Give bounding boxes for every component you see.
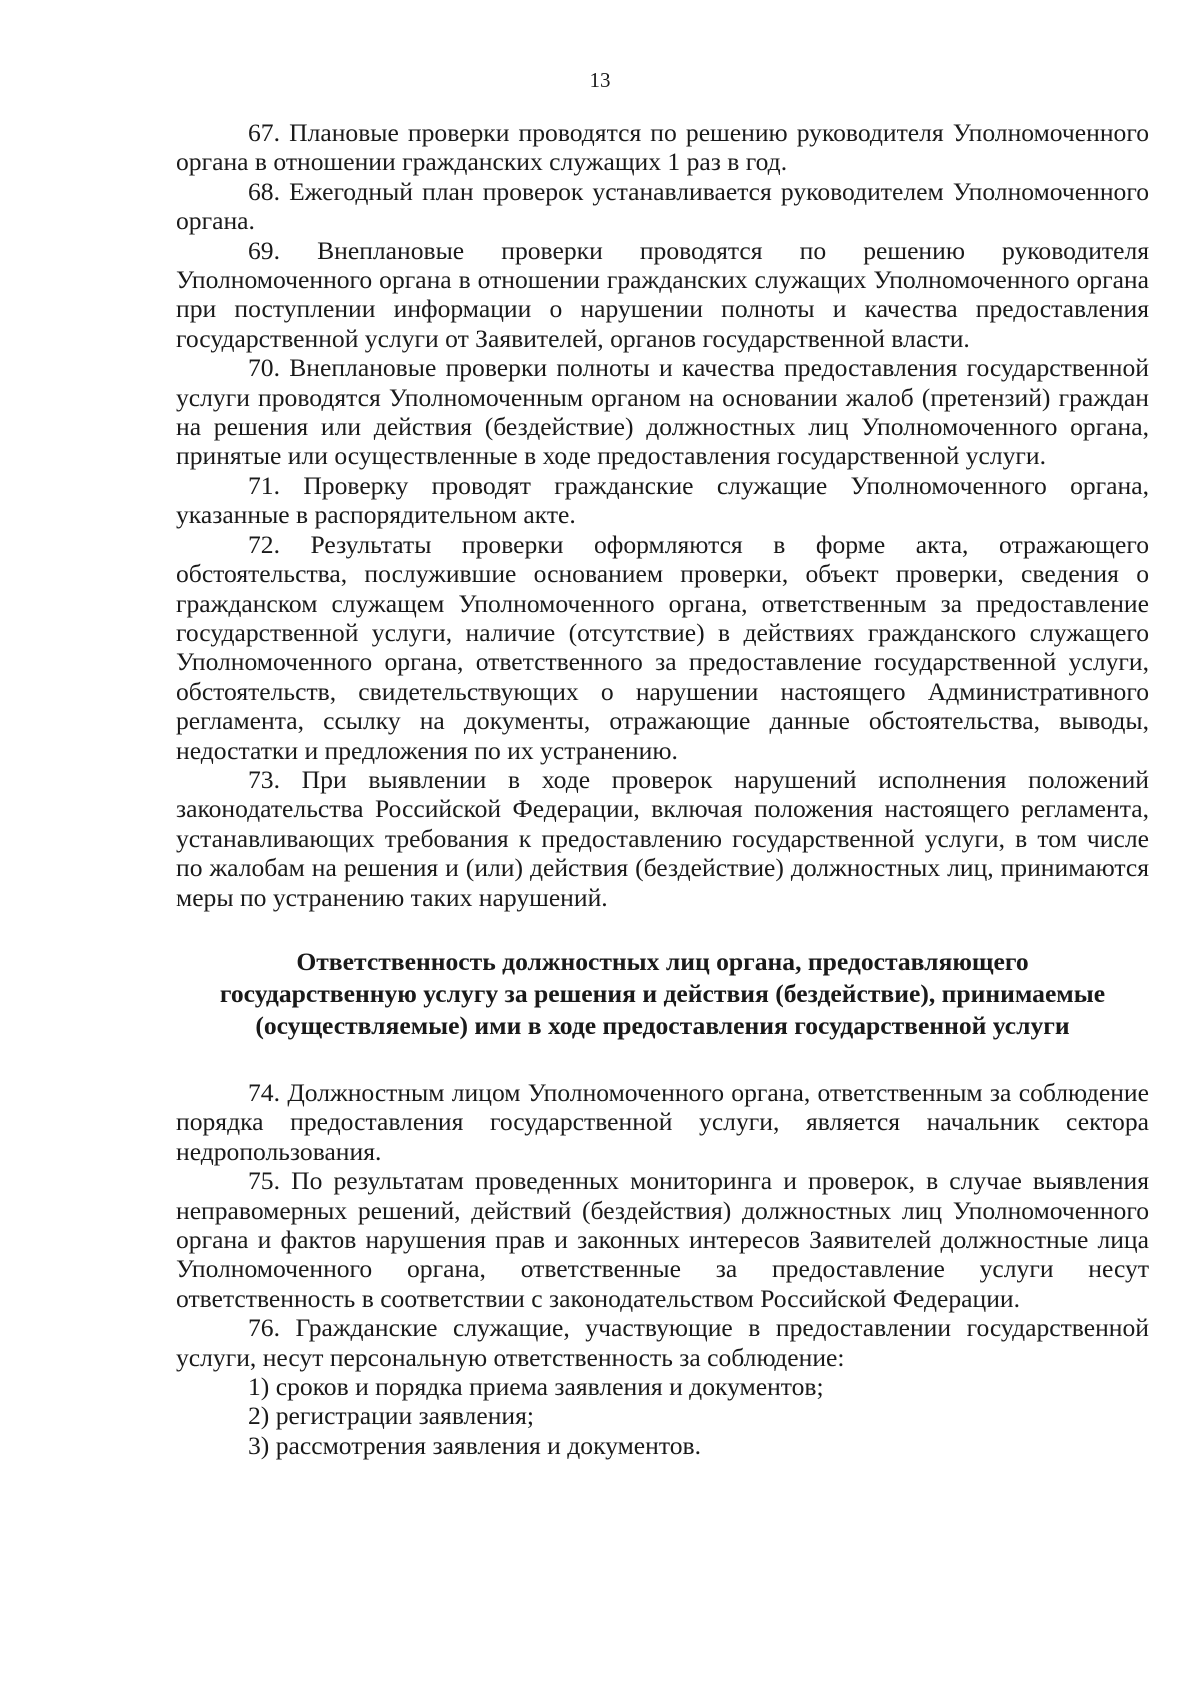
- section-heading-line-2: государственную услугу за решения и действия (бездействие), принимаемые: [219, 978, 1106, 1008]
- section-heading: [176, 946, 1149, 1042]
- list-item-1: 1) сроков и порядка приема заявления и документов;: [248, 1372, 824, 1402]
- page-number: 13: [589, 68, 611, 92]
- document-body: [176, 118, 1149, 1460]
- paragraph-76: 76. Гражданские служащие, участвующие в предоставлении государственной услуги, несут персональную ответственность за соблюдение:: [176, 1313, 1149, 1372]
- paragraph-68: 68. Ежегодный план проверок устанавливается руководителем Уполномоченного органа.: [176, 176, 1149, 236]
- paragraph-71: 71. Проверку проводят гражданские служащие Уполномоченного органа, указанные в распорядительном акте.: [176, 470, 1149, 530]
- section-heading-line-3: (осуществляемые) ими в ходе предоставления государственной услуги: [255, 1010, 1070, 1040]
- paragraph-74: 74. Должностным лицом Уполномоченного органа, ответственным за соблюдение порядка предоставления государственной услуги, является начальник сектора недропользования.: [176, 1077, 1149, 1166]
- paragraph-70: 70. Внеплановые проверки полноты и качества предоставления государственной услуги проводятся Уполномоченным органом на основании жалоб (претензий) граждан на решения или действия (бездействие) должностных лиц Уполномоченного органа, принятые или осуществленные в ходе предоставления государственной услуги.: [176, 353, 1149, 471]
- paragraph-69: 69. Внеплановые проверки проводятся по решению руководителя Уполномоченного органа в отношении гражданских служащих Уполномоченного органа при поступлении информации о нарушении полноты и качества предоставления государственной услуги от Заявителей, органов государственной власти.: [176, 235, 1149, 353]
- section-heading-line-1: Ответственность должностных лиц органа, предоставляющего: [296, 946, 1029, 976]
- paragraph-75: 75. По результатам проведенных мониторинга и проверок, в случае выявления неправомерных решений, действий (бездействия) должностных лиц Уполномоченного органа и фактов нарушения прав и законных интересов Заявителей должностные лица Уполномоченного органа, ответственные за предоставление услуги несут ответственность в соответствии с законодательством Российской Федерации.: [176, 1166, 1149, 1313]
- list-item-3: 3) рассмотрения заявления и документов.: [248, 1430, 701, 1460]
- paragraph-67: 67. Плановые проверки проводятся по решению руководителя Уполномоченного органа в отношении гражданских служащих 1 раз в год.: [176, 118, 1149, 177]
- paragraph-72: 72. Результаты проверки оформляются в форме акта, отражающего обстоятельства, послужившие основанием проверки, объект проверки, сведения о гражданском служащем Уполномоченного органа, ответственным за предоставление государственной услуги, наличие (отсутствие) в действиях гражданского служащего Уполномоченного органа, ответственного за предоставление государственной услуги, обстоятельств, свидетельствующих о нарушении настоящего Административного регламента, ссылку на документы, отражающие данные обстоятельства, выводы, недостатки и предложения по их устранению.: [176, 529, 1149, 765]
- list-item-2: 2) регистрации заявления;: [248, 1401, 534, 1431]
- paragraph-73: 73. При выявлении в ходе проверок нарушений исполнения положений законодательства Российской Федерации, включая положения настоящего регламента, устанавливающих требования к предоставлению государственной услуги, в том числе по жалобам на решения и (или) действия (бездействие) должностных лиц, принимаются меры по устранению таких нарушений.: [176, 764, 1149, 912]
